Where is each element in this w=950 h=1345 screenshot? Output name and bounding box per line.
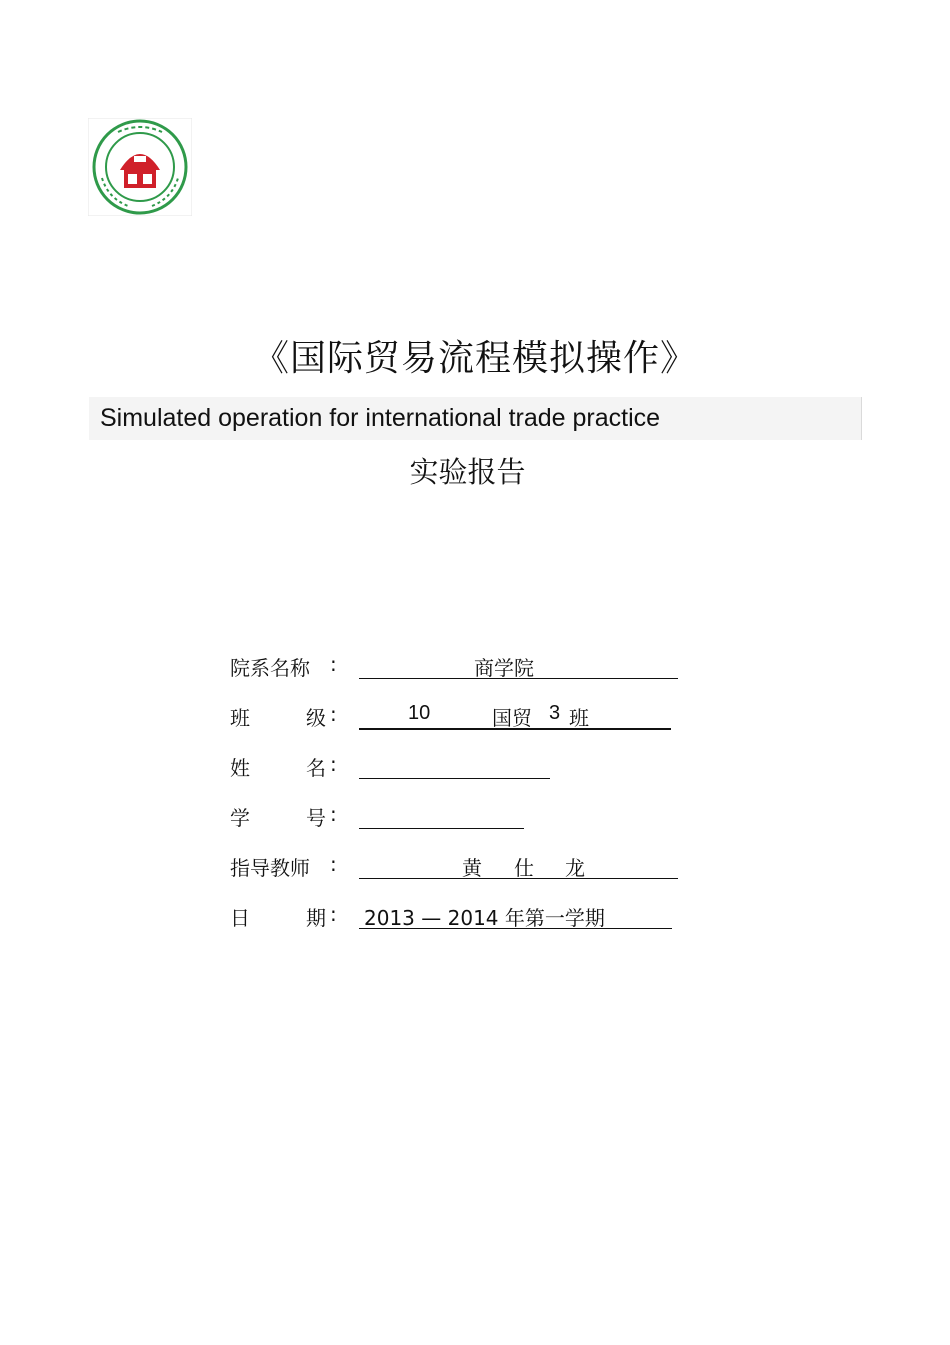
class-major: 国贸 bbox=[492, 706, 532, 730]
department-label: 院系名称 : bbox=[230, 652, 337, 680]
advisor-char-3: 龙 bbox=[565, 856, 585, 880]
department-value: 商学院 bbox=[474, 656, 534, 680]
course-title-en: Simulated operation for international trade practice bbox=[100, 404, 661, 432]
advisor-value-line bbox=[359, 852, 678, 879]
class-suffix: 班 bbox=[569, 706, 589, 730]
date-value-line bbox=[359, 902, 672, 929]
advisor-char-1: 黄 bbox=[462, 856, 482, 880]
university-logo bbox=[88, 118, 192, 216]
class-number: 3 bbox=[549, 702, 561, 724]
student-id-value-line bbox=[359, 802, 524, 829]
advisor-label: 指导教师 : bbox=[230, 852, 337, 880]
date-value: 2013 — 2014 年第一学期 bbox=[364, 906, 605, 930]
class-value-line bbox=[359, 702, 671, 730]
class-year: 10 bbox=[408, 702, 431, 724]
subtitle-band bbox=[89, 397, 862, 440]
course-title-cn: 《国际贸易流程模拟操作》 bbox=[252, 338, 697, 379]
department-value-line bbox=[359, 652, 678, 679]
report-title: 实验报告 bbox=[409, 455, 526, 489]
name-value-line bbox=[359, 752, 550, 779]
advisor-char-2: 仕 bbox=[514, 856, 534, 880]
